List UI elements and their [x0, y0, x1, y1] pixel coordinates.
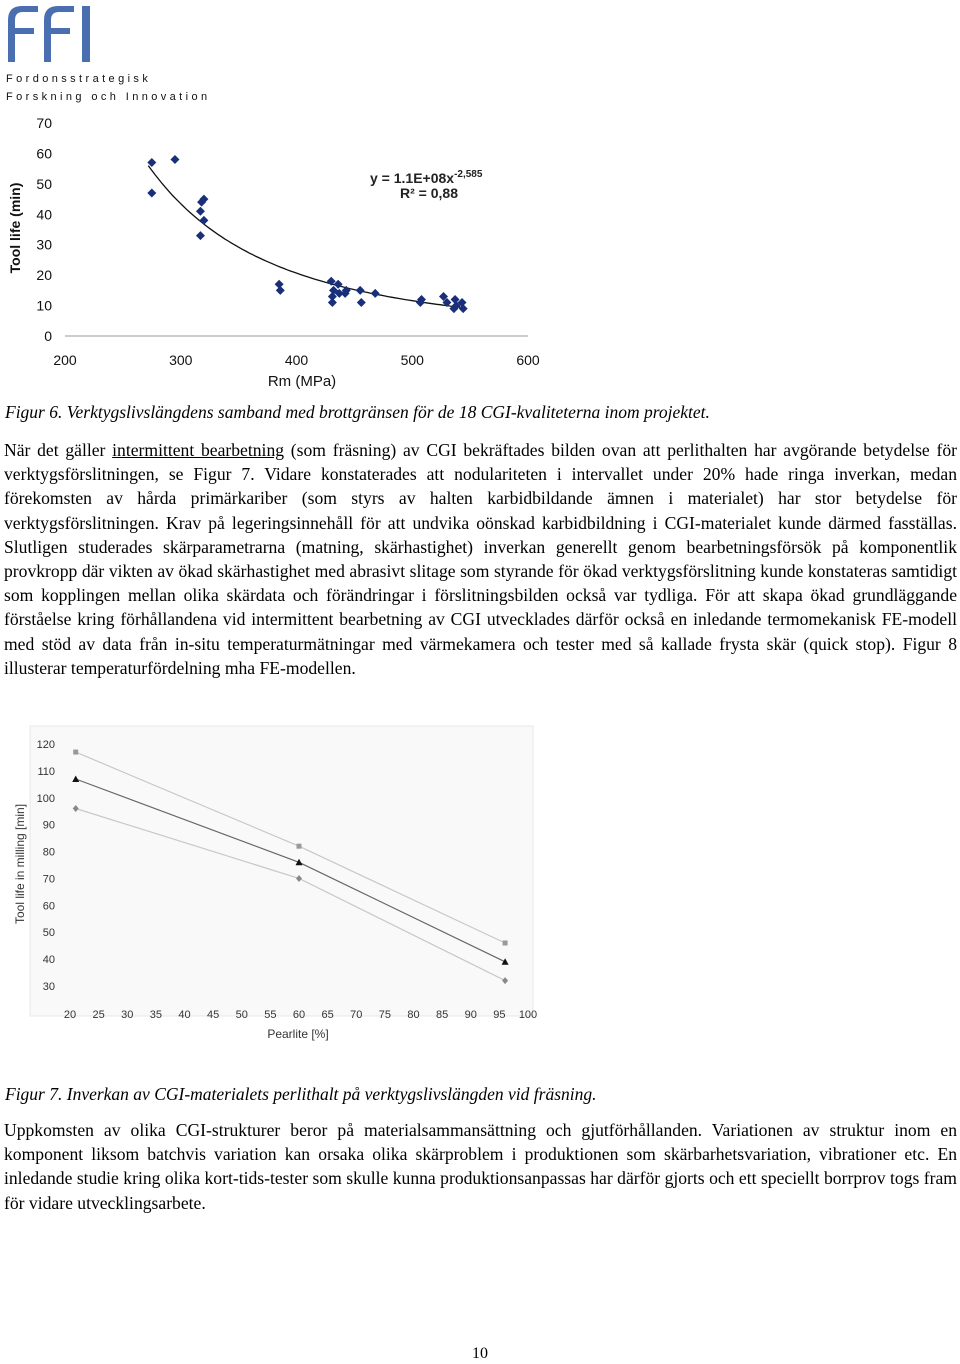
figure-7-y-tick-label: 90: [42, 819, 55, 832]
figure-7-x-tick-label: 20: [63, 1009, 77, 1021]
ffi-logo-graphic: [6, 2, 106, 64]
figure-7-x-tick-label: 30: [121, 1009, 134, 1021]
figure-7-x-tick-label: 90: [464, 1009, 477, 1021]
figure-7-x-tick-label: 95: [493, 1009, 506, 1021]
figure-7-x-tick-label: 65: [321, 1009, 334, 1021]
figure-7-y-tick-label: 110: [37, 765, 55, 778]
figure-6-equation: [370, 169, 483, 186]
paragraph-2: Uppkomsten av olika CGI-strukturer beror på materialsammansättning och gjutförhållanden. Variationen av struktur inom en komponent liksom batchvis variation kan orsaka olika skärproblem i produktionen som skärbarhetsvariation, vibrationer etc. En inledande studie kring olika kort-tids-tester som skulle kunna produktionsanpassas har därför gjorts och ett speciellt borrprov togs fram för vidare utvecklingsarbete.: [4, 1120, 957, 1213]
paragraph-1-part1: När det gäller: [4, 440, 113, 460]
figure-6-x-tick-label: 300: [169, 352, 193, 368]
figure-6-y-tick-label: 70: [36, 115, 52, 131]
figure-6-data-point: [199, 216, 208, 225]
figure-6-x-tick-label: 600: [516, 352, 540, 368]
figure-7-square-point: [73, 750, 78, 755]
figure-7-ylabel: Tool life in milling [min]: [13, 803, 27, 925]
figure-6-y-tick-label: 50: [36, 175, 52, 192]
figure-6-x-tick-label: 500: [400, 352, 424, 368]
figure-7-y-tick-label: 100: [36, 792, 55, 805]
figure-7-x-tick-label: 35: [149, 1009, 162, 1021]
figure-6-data-point: [357, 298, 366, 307]
equation-exponent: -2,585: [454, 169, 483, 180]
figure-7-y-tick-label: 70: [42, 873, 55, 886]
figure-7-x-tick-label: 100: [518, 1009, 538, 1021]
figure-6-x-tick-label: 400: [284, 352, 309, 368]
figure-7-x-tick-label: 25: [92, 1009, 105, 1021]
figure-6-caption: Figur 6. Verktygslivslängdens samband med brottgränsen för de 18 CGI-kvaliteterna inom projektet.: [5, 402, 710, 422]
figure-6-data-point: [170, 155, 179, 164]
figure-7-x-tick-label: 70: [350, 1009, 363, 1021]
figure-6-data-point: [147, 188, 156, 197]
figure-7-x-tick-label: 50: [235, 1009, 248, 1021]
figure-7-x-tick-label: 80: [407, 1009, 420, 1021]
figure-7-xlabel: Pearlite [%]: [267, 1027, 329, 1041]
equation-prefix: y = 1.1E+08x: [370, 170, 455, 186]
figure-6-xlabel: Rm (MPa): [267, 373, 337, 390]
figure-6-y-tick-label: 40: [36, 206, 52, 223]
figure-6-axes: [36, 115, 539, 368]
figure-7-background: [30, 726, 533, 1016]
figure-6-ylabel: Tool life (min): [7, 182, 23, 274]
figure-7-x-tick-label: 75: [378, 1009, 391, 1021]
figure-6-data-point: [371, 289, 380, 298]
figure-7-y-tick-label: 30: [42, 981, 55, 993]
figure-7-y-tick-label: 60: [42, 900, 55, 913]
figure-7-square-point: [503, 940, 508, 945]
figure-6-r2: R² = 0,88: [400, 185, 458, 201]
figure-6-data-point: [196, 207, 205, 216]
figure-6-y-tick-label: 20: [36, 267, 52, 284]
figure-7-chart: [0, 724, 560, 1044]
figure-6-chart: [0, 108, 560, 398]
figure-7-x-tick-label: 60: [292, 1009, 306, 1021]
figure-7-caption: Figur 7. Inverkan av CGI-materialets perlithalt på verktygslivslängden vid fräsning.: [5, 1084, 597, 1104]
figure-7-y-tick-label: 80: [42, 846, 55, 859]
figure-6-data-point: [276, 286, 285, 295]
figure-7-y-tick-label: 120: [36, 739, 55, 751]
figure-7-square-point: [297, 844, 302, 849]
page-number: 10: [472, 1345, 488, 1362]
brand-line-2: Forskning och Innovation: [6, 91, 211, 103]
paragraph-1-underlined: intermittent bearbetning: [112, 440, 285, 460]
figure-7-x-tick-label: 45: [207, 1009, 220, 1021]
figure-6-x-tick-label: 200: [53, 352, 77, 368]
figure-6-y-tick-label: 30: [36, 236, 52, 253]
figure-6-data-point: [196, 231, 205, 240]
figure-6-y-tick-label: 10: [36, 297, 52, 314]
brand-line-1: Fordonsstrategisk: [6, 73, 152, 85]
paragraph-1: [4, 438, 957, 680]
figure-6-y-tick-label: 0: [44, 328, 52, 344]
figure-7-y-tick-label: 40: [42, 954, 55, 967]
figure-6-y-tick-label: 60: [36, 145, 52, 162]
figure-6-data-point: [328, 298, 337, 307]
figure-7-x-tick-label: 40: [178, 1009, 191, 1021]
figure-7-y-tick-label: 50: [42, 927, 55, 940]
ffi-logo: [6, 2, 106, 69]
figure-6-data-point: [356, 286, 365, 295]
figure-7-x-tick-label: 85: [436, 1009, 449, 1021]
paragraph-1-part2: (som fräsning) av CGI bekräftades bilden ovan att perlithalten har avgörande betydelse för verktygsförslitningen, se Figur 7. Vidare konstaterades att nodulariteten i intervallet under 20% hade ringa inverkan, medan förekomsten av hårda primärkariber (som styrs av halten karbidbildande ämnen i materialet) har stor betydelse för verktygsförslitningen. Krav på legeringsinnehåll för att undvika oönskad karbidbildning i CGI-materialet kunde därmed fasställas. Slutligen studerades skärparametrarna (matning, skärhastighet) inverkan generellt genom bearbetningsförsök på komponentlik provkropp där vikten av ökad skärhastighet med abrasivt slitage som styrande för ökad verktygsförslitning kunde konstateras samtidigt som kopplingen mellan olika skärdata och förändringar i förslitningsbilden också var tydliga. För att skapa ökad grundläggande förståelse kring förhållandena vid intermittent bearbetning av CGI utvecklades därför också en inledande termomekanisk FE-modell med stöd av data från in-situ temperaturmätningar med värmekamera och tester med så kallade frysta skär (quick stop). Figur 8 illusterar temperaturfördelning mha FE-modellen.: [4, 440, 957, 678]
figure-7-x-tick-label: 55: [264, 1009, 277, 1021]
